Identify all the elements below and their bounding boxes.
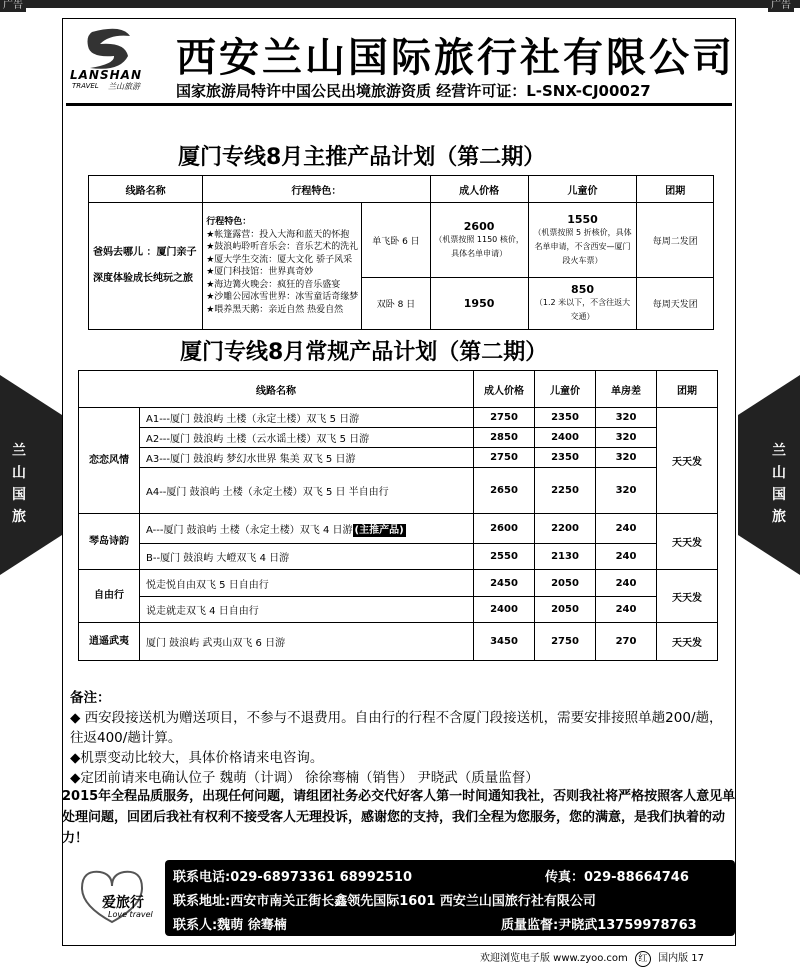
th2-child: 儿童价 <box>535 371 596 408</box>
company-title: 西安兰山国际旅行社有限公司 <box>176 35 735 81</box>
th-date: 团期 <box>637 176 714 203</box>
category-lianlian: 恋恋风情 <box>79 408 140 514</box>
feature-line: ★帐篷露营：投入大海和蓝天的怀抱 <box>206 229 350 240</box>
adult-a4: 2650 <box>474 468 535 514</box>
single-a3: 320 <box>596 448 657 468</box>
contact-address: 联系地址:西安市南关正街长鑫领先国际1601 西安兰山国旅行社有限公司 <box>173 894 596 909</box>
contact-phone: 联系电话:029-68973361 68992510 <box>173 870 412 885</box>
side-char: 国 <box>772 487 786 503</box>
route-qb: B--厦门 鼓浪屿 大嶝双飞 4 日游 <box>140 544 474 570</box>
th-adult: 成人价格 <box>430 176 528 203</box>
contact-supervisor: 质量监督:尹晓武13759978763 <box>501 918 697 933</box>
side-tab-text <box>4 440 34 528</box>
adult-f1: 2450 <box>474 570 535 597</box>
feature-line: ★厦大学生交流：厦大文化 骄子风采 <box>206 254 353 265</box>
tour-date-2: 每周天发团 <box>637 278 714 330</box>
route-f2: 说走就走双飞 4 日自由行 <box>140 597 474 623</box>
th-child: 儿童价 <box>528 176 637 203</box>
single-f2: 240 <box>596 597 657 623</box>
trip-type-2: 双卧 8 日 <box>362 278 430 330</box>
adult-price-value: 2600 <box>463 219 495 233</box>
th-features: 行程特色： <box>203 176 430 203</box>
adult-qb: 2550 <box>474 544 535 570</box>
child-a4: 2250 <box>535 468 596 514</box>
child-f1: 2050 <box>535 570 596 597</box>
contact-fax: 传真：029-88664746 <box>545 870 689 885</box>
logo-cn: 兰山旅游 <box>108 82 140 91</box>
child-price-1 <box>528 203 637 278</box>
single-qb: 240 <box>596 544 657 570</box>
company-subtitle: 国家旅游局特许中国公民出境旅游资质 经营许可证：L-SNX-CJ00027 <box>176 82 651 100</box>
child-qa: 2200 <box>535 514 596 544</box>
child-price-value: 1550 <box>567 212 598 226</box>
child-w1: 2750 <box>535 623 596 661</box>
child-f2: 2050 <box>535 597 596 623</box>
side-tab-left <box>0 375 62 575</box>
adult-price-1 <box>430 203 528 278</box>
side-char: 兰 <box>12 443 26 459</box>
contact-person: 联系人:魏萌 徐骞楠 <box>173 918 287 933</box>
side-char: 旅 <box>772 509 786 525</box>
side-char: 兰 <box>772 443 786 459</box>
category-wuyi: 逍遥武夷 <box>79 623 140 661</box>
side-char: 国 <box>12 487 26 503</box>
top-bar <box>0 0 800 8</box>
ad-label-left: 广告 <box>0 0 26 12</box>
route-qa <box>140 514 474 544</box>
love-travel-text: 爱旅行 <box>102 895 144 911</box>
logo-sub: TRAVEL <box>72 82 99 90</box>
child-price-note: （1.2 米以下，不含往返大交通） <box>534 298 631 321</box>
side-tab-right <box>738 375 800 575</box>
adult-f2: 2400 <box>474 597 535 623</box>
feature-line: ★喂养黑天鹅：亲近自然 热爱自然 <box>206 304 344 315</box>
note-item: ◆机票变动比较大，具体价格请来电咨询。 <box>70 750 324 766</box>
date-group3: 天天发 <box>657 570 718 623</box>
single-qa: 240 <box>596 514 657 544</box>
adult-a3: 2750 <box>474 448 535 468</box>
feature-line: ★沙雕公园冰雪世界：冰雪童话奇缘梦 <box>206 292 359 302</box>
date-group2: 天天发 <box>657 514 718 570</box>
date-group1: 天天发 <box>657 408 718 514</box>
side-char: 山 <box>772 465 786 481</box>
route-w1: 厦门 鼓浪屿 武夷山双飞 6 日游 <box>140 623 474 661</box>
th2-single: 单房差 <box>596 371 657 408</box>
logo-text: LANSHAN <box>70 68 142 82</box>
adult-a1: 2750 <box>474 408 535 428</box>
adult-price-2: 1950 <box>430 278 528 330</box>
adult-price-note: （机票按照 1150 核价，具体名单申请） <box>434 234 524 258</box>
feature-line: ★厦门科技馆：世界真奇妙 <box>206 267 314 277</box>
child-qb: 2130 <box>535 544 596 570</box>
child-a2: 2400 <box>535 428 596 448</box>
single-a1: 320 <box>596 408 657 428</box>
th2-date: 团期 <box>657 371 718 408</box>
section1-title: 厦门专线8月主推产品计划（第二期） <box>178 145 546 170</box>
adult-a2: 2850 <box>474 428 535 448</box>
ad-label-right: 广告 <box>768 0 794 12</box>
header-divider <box>66 103 732 106</box>
route-f1: 悦走悦自由双飞 5 日自由行 <box>140 570 474 597</box>
child-price-note: （机票按照 5 折核价，具体名单申请，不含西安—厦门段火车票） <box>533 227 632 265</box>
tour-date-1: 每周二发团 <box>637 203 714 278</box>
featured-route-name: 爸妈去哪儿 ：厦门亲子深度体验成长纯玩之旅 <box>89 203 203 330</box>
service-statement: 2015年全程品质服务，出现任何问题，请组团社务必交代好客人第一时间通知我社，否则我社将严格按照客人意见单处理问题，回团后我社有权利不接受客人无理投诉，感谢您的支持，我们全程为您服务，您的满意，是我们执着的动力！ <box>62 789 736 846</box>
route-a2: A2---厦门 鼓浪屿 土楼（云水谣土楼）双飞 5 日游 <box>140 428 474 448</box>
th2-adult: 成人价格 <box>474 371 535 408</box>
company-logo <box>70 24 150 96</box>
contact-box <box>165 860 735 936</box>
footer-text: 欢迎浏览电子版 www.zyoo.com <box>480 953 628 964</box>
child-a1: 2350 <box>535 408 596 428</box>
th-route: 线路名称 <box>89 176 203 203</box>
love-travel-logo <box>62 858 162 938</box>
single-a4: 320 <box>596 468 657 514</box>
date-group4: 天天发 <box>657 623 718 661</box>
note-item: ◆ 西安段接送机为赠送项目，不参与不退费用。自由行的行程不含厦门段接送机，需要安排接照单趟200/趟，往返400/趟计算。 <box>70 710 723 746</box>
adult-qa: 2600 <box>474 514 535 544</box>
footer-page: 国内版 17 <box>658 953 705 964</box>
footer-badge: 红 <box>635 951 651 967</box>
love-travel-sub: Love travel <box>108 910 153 919</box>
notes-section <box>70 688 730 788</box>
adult-w1: 3450 <box>474 623 535 661</box>
category-qindao: 琴岛诗韵 <box>79 514 140 570</box>
note-item: ◆定团前请来电确认位子 魏萌（计调） 徐徐骞楠（销售） 尹晓武（质量监督） <box>70 770 539 786</box>
route-a4: A4--厦门 鼓浪屿 土楼（永定土楼）双飞 5 日 半自由行 <box>140 468 474 514</box>
regular-product-table <box>78 370 718 661</box>
single-a2: 320 <box>596 428 657 448</box>
side-char: 山 <box>12 465 26 481</box>
featured-tag: (主推产品) <box>354 525 404 536</box>
featured-features <box>203 203 362 330</box>
feature-line: 行程特色： <box>206 217 252 227</box>
notes-heading: 备注： <box>70 690 111 706</box>
single-w1: 270 <box>596 623 657 661</box>
section2-title: 厦门专线8月常规产品计划（第二期） <box>180 340 548 365</box>
route-a3: A3---厦门 鼓浪屿 梦幻水世界 集美 双飞 5 日游 <box>140 448 474 468</box>
single-f1: 240 <box>596 570 657 597</box>
trip-type-1: 单飞卧 6 日 <box>362 203 430 278</box>
category-free: 自由行 <box>79 570 140 623</box>
side-char: 旅 <box>12 509 26 525</box>
child-a3: 2350 <box>535 448 596 468</box>
child-price-2 <box>528 278 637 330</box>
feature-line: ★海边篝火晚会：疯狂的音乐盛宴 <box>206 279 341 290</box>
child-price-value: 850 <box>571 283 595 296</box>
route-qa-text: A---厦门 鼓浪屿 土楼（永定土楼）双飞 4 日游 <box>146 525 353 536</box>
th2-route: 线路名称 <box>79 371 474 408</box>
route-a1: A1---厦门 鼓浪屿 土楼（永定土楼）双飞 5 日游 <box>140 408 474 428</box>
featured-product-table <box>88 175 714 330</box>
page-footer <box>480 949 704 967</box>
feature-line: ★鼓浪屿聆听音乐会：音乐艺术的洗礼 <box>206 242 359 252</box>
side-tab-text <box>764 440 794 528</box>
